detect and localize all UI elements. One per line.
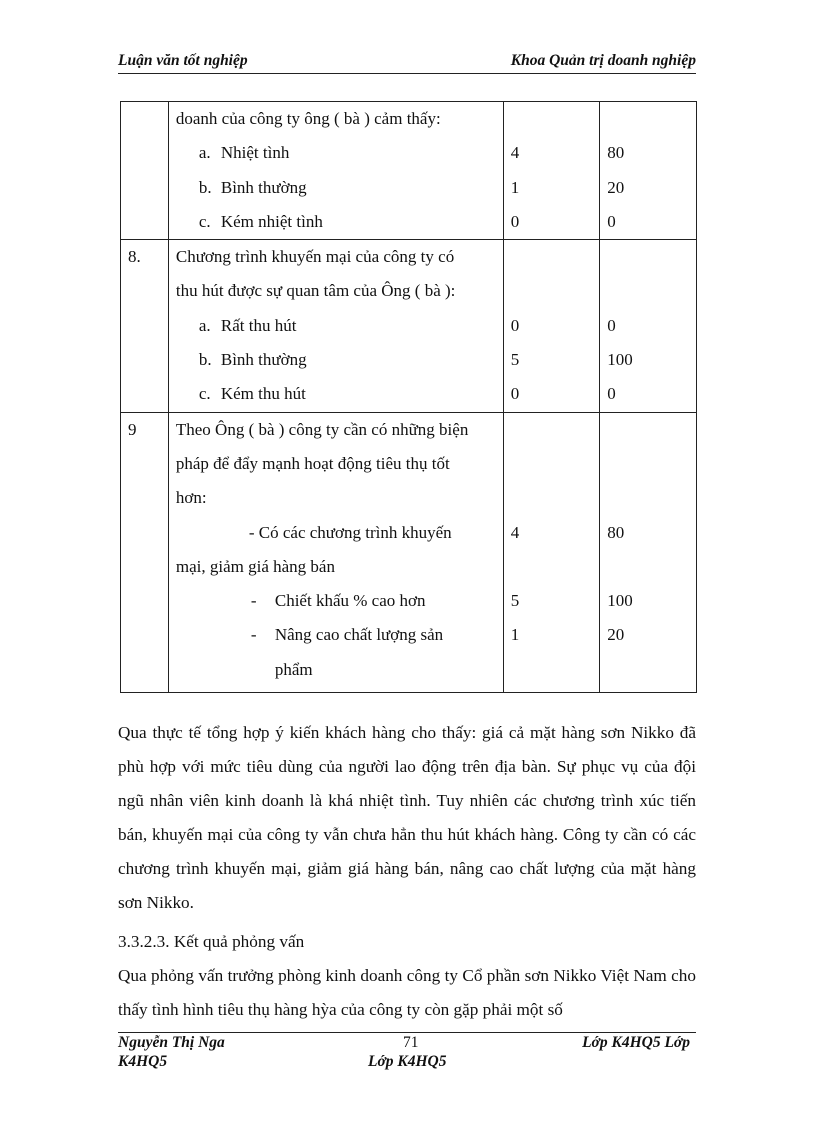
percent-value: 0 <box>607 211 616 231</box>
count-value: 5 <box>510 591 520 611</box>
percent-cell <box>600 412 697 692</box>
percent-cell <box>600 102 697 240</box>
count-value: 0 <box>510 384 520 404</box>
question-line: hơn: <box>175 488 207 508</box>
measure-item: - Có các chương trình khuyến <box>248 522 452 542</box>
question-line: Chương trình khuyến mại của công ty có <box>175 247 455 267</box>
table-row <box>121 240 697 412</box>
header-faculty-label: Khoa Quản trị doanh nghiệp <box>510 52 696 69</box>
option-item: b. Bình thường <box>198 350 307 370</box>
table-row <box>121 412 697 692</box>
percent-cell <box>600 240 697 412</box>
count-cell <box>503 412 600 692</box>
footer-divider <box>118 1032 696 1033</box>
author-name: Nguyễn Thị Nga <box>118 1034 225 1051</box>
section-heading: 3.3.2.3. Kết quả phỏng vấn <box>118 932 305 951</box>
option-item: b. Bình thường <box>198 177 307 197</box>
count-value: 1 <box>510 177 520 197</box>
percent-value: 80 <box>607 143 625 163</box>
survey-table <box>120 101 697 693</box>
count-value: 0 <box>510 211 520 231</box>
table-row <box>121 102 697 240</box>
question-line: pháp để đẩy mạnh hoạt động tiêu thụ tốt <box>175 453 450 473</box>
interview-paragraph: Qua phỏng vấn trưởng phòng kinh doanh công ty Cổ phần sơn Nikko Việt Nam cho thấy tình hình tiêu thụ hàng hỳa của công ty còn gặp phải một số <box>118 966 696 1019</box>
count-cell <box>503 102 600 240</box>
summary-paragraph: Qua thực tế tổng hợp ý kiến khách hàng cho thấy: giá cả mặt hàng sơn Nikko đã phù hợp với mức tiêu dùng của người lao động trên địa bàn. Sự phục vụ của đội ngũ nhân viên kinh doanh là khá nhiệt tình. Tuy nhiên các chương trình xúc tiến bán, khuyến mại của công ty vẫn chưa hẳn thu hút khách hàng. Công ty cần có các chương trình khuyến mại, giảm giá hàng bán, nâng cao chất lượng của mặt hàng sơn Nikko. <box>118 723 696 912</box>
option-item: a. Rất thu hút <box>198 315 297 335</box>
count-cell <box>503 240 600 412</box>
percent-value: 0 <box>607 315 616 335</box>
option-item: c. Kém nhiệt tình <box>198 211 323 231</box>
class-label-right: Lớp K4HQ5 Lớp <box>582 1034 690 1051</box>
page-number: 71 <box>403 1034 419 1051</box>
question-line: Theo Ông ( bà ) công ty cần có những biện <box>175 419 469 439</box>
option-item: c. Kém thu hút <box>198 384 306 404</box>
question-cell <box>168 412 503 692</box>
percent-value: 80 <box>607 522 625 542</box>
question-cell <box>168 102 503 240</box>
percent-value: 0 <box>607 384 616 404</box>
question-cell <box>168 240 503 412</box>
class-code: K4HQ5 <box>118 1053 168 1070</box>
header-thesis-label: Luận văn tốt nghiệp <box>118 52 248 69</box>
page-footer <box>118 1034 696 1074</box>
question-line: doanh của công ty ông ( bà ) cảm thấy: <box>175 109 441 128</box>
count-value: 4 <box>510 143 520 163</box>
class-label-center: Lớp K4HQ5 <box>368 1053 447 1070</box>
row-number-cell <box>121 102 169 240</box>
percent-value: 20 <box>607 625 625 645</box>
measure-item: - Nâng cao chất lượng sản <box>250 625 444 645</box>
measure-item: - Chiết khấu % cao hơn <box>250 591 426 611</box>
question-line: thu hút được sự quan tâm của Ông ( bà ): <box>175 281 456 301</box>
row-number: 9 <box>128 419 137 439</box>
count-value: 4 <box>510 522 520 542</box>
row-number-cell <box>121 412 169 692</box>
percent-value: 100 <box>607 350 633 370</box>
count-value: 1 <box>510 625 520 645</box>
measure-item-cont: mại, giảm giá hàng bán <box>175 556 335 576</box>
count-value: 0 <box>510 315 520 335</box>
row-number-cell <box>121 240 169 412</box>
count-value: 5 <box>510 350 520 370</box>
option-item: a. Nhiệt tình <box>198 143 290 163</box>
measure-item-cont: phẩm <box>274 659 313 679</box>
percent-value: 20 <box>607 177 625 197</box>
page-header <box>118 52 696 74</box>
percent-value: 100 <box>607 591 633 611</box>
row-number: 8. <box>128 247 141 267</box>
header-divider <box>118 73 696 74</box>
